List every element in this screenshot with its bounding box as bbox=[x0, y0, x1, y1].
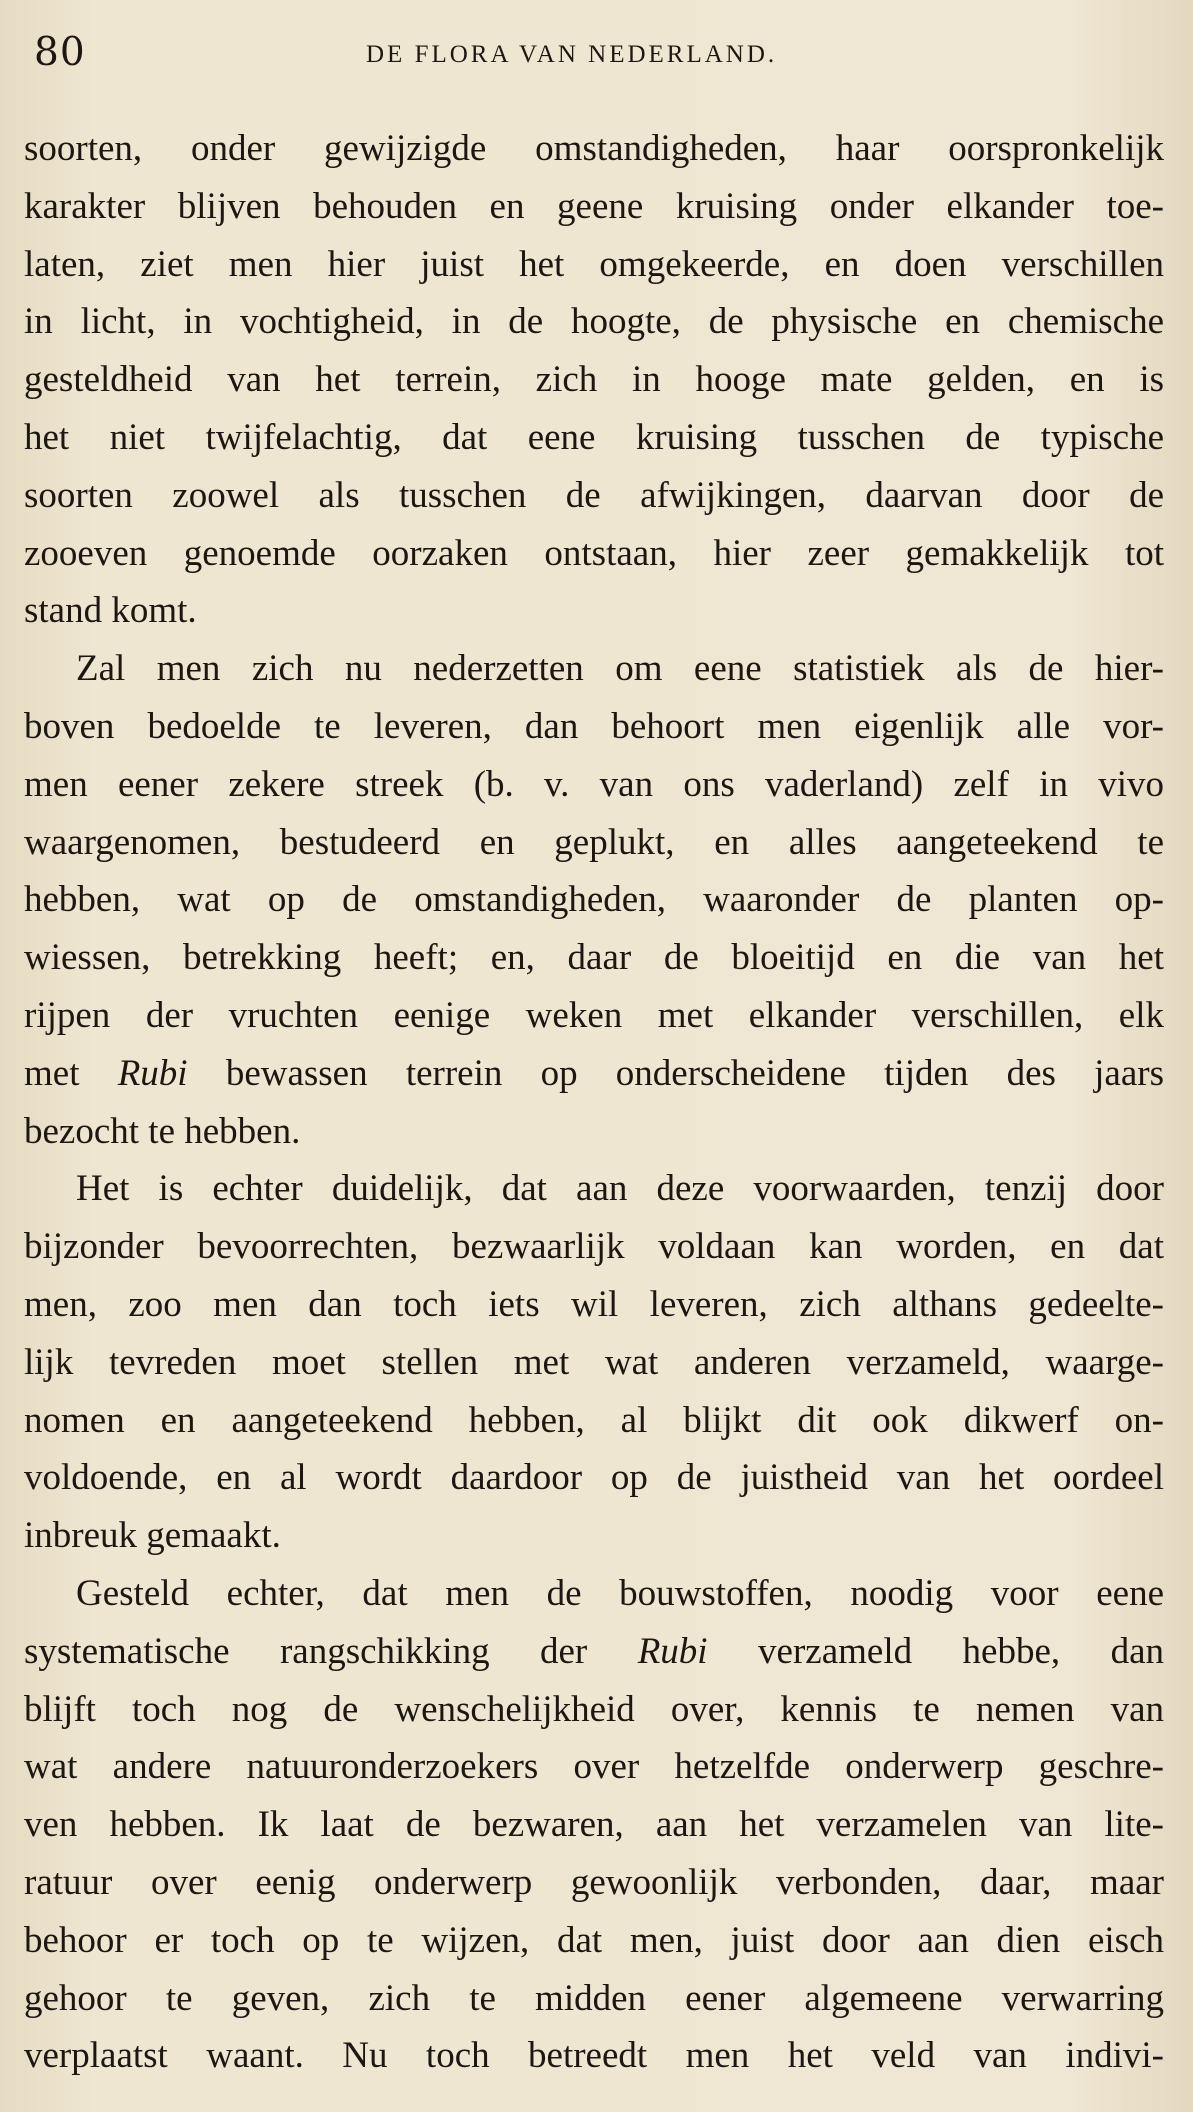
paragraph bbox=[24, 1565, 1164, 2085]
text-line: Zal men zich nu nederzetten om eene statistiek als de hier- bbox=[76, 648, 1164, 690]
text-line: ven hebben. Ik laat de bezwaren, aan het verzamelen van lite- bbox=[24, 1804, 1164, 1846]
text-line: inbreuk gemaakt. bbox=[24, 1515, 281, 1557]
text-line: behoor er toch op te wijzen, dat men, juist door aan dien eisch bbox=[24, 1919, 1164, 1961]
text-line: soorten zoowel als tusschen de afwijkingen, daarvan door de bbox=[24, 474, 1164, 516]
text-line: Het is echter duidelijk, dat aan deze voorwaarden, tenzij door bbox=[76, 1168, 1164, 1210]
paragraph bbox=[24, 640, 1164, 1160]
text-line: Gesteld echter, dat men de bouwstoffen, noodig voor eene bbox=[76, 1572, 1164, 1614]
text-line: boven bedoelde te leveren, dan behoort men eigenlijk alle vor- bbox=[24, 705, 1164, 747]
text-line: men, zoo men dan toch iets wil leveren, zich althans gedeelte- bbox=[24, 1283, 1164, 1325]
italic-genus-name: Rubi bbox=[117, 1052, 188, 1094]
text-line: stand komt. bbox=[24, 590, 197, 632]
text-line: voldoende, en al wordt daardoor op de juistheid van het oordeel bbox=[24, 1457, 1164, 1499]
text-line: gesteldheid van het terrein, zich in hooge mate gelden, en is bbox=[24, 359, 1164, 401]
text-line: wat andere natuuronderzoekers over hetzelfde onderwerp geschre- bbox=[24, 1746, 1164, 1788]
text-line: laten, ziet men hier juist het omgekeerde, en doen verschillen bbox=[24, 243, 1164, 285]
text-line: nomen en aangeteekend hebben, al blijkt dit ook dikwerf on- bbox=[24, 1399, 1164, 1441]
text-line: gehoor te geven, zich te midden eener algemeene verwarring bbox=[24, 1977, 1164, 2019]
text-line: lijk tevreden moet stellen met wat anderen verzameld, waarge- bbox=[24, 1341, 1164, 1383]
text-line: in licht, in vochtigheid, in de hoogte, de physische en chemische bbox=[24, 301, 1164, 343]
text-line: het niet twijfelachtig, dat eene kruising tusschen de typische bbox=[24, 416, 1164, 458]
text-line: wiessen, betrekking heeft; en, daar de bloeitijd en die van het bbox=[24, 937, 1164, 979]
text-line: systematische rangschikking der Rubi verzameld hebbe, dan bbox=[24, 1630, 1165, 1672]
text-line: zooeven genoemde oorzaken ontstaan, hier zeer gemakkelijk tot bbox=[24, 532, 1164, 574]
text-line: bezocht te hebben. bbox=[24, 1110, 301, 1152]
running-title: DE FLORA VAN NEDERLAND. bbox=[366, 41, 778, 68]
text-line: blijft toch nog de wenschelijkheid over, kennis te nemen van bbox=[24, 1688, 1164, 1730]
text-line: hebben, wat op de omstandigheden, waaronder de planten op- bbox=[24, 879, 1164, 921]
text-line: karakter blijven behouden en geene kruising onder elkander toe- bbox=[24, 185, 1164, 227]
text-line: rijpen der vruchten eenige weken met elkander verschillen, elk bbox=[24, 994, 1164, 1036]
text-line: soorten, onder gewijzigde omstandigheden, haar oorspronkelijk bbox=[24, 128, 1164, 169]
text-line: bijzonder bevoorrechten, bezwaarlijk voldaan kan worden, en dat bbox=[24, 1226, 1164, 1268]
body-text bbox=[24, 120, 1164, 2085]
text-line: men eener zekere streek (b. v. van ons vaderland) zelf in vivo bbox=[24, 763, 1164, 805]
text-line: waargenomen, bestudeerd en geplukt, en alles aangeteekend te bbox=[24, 821, 1164, 863]
page-number: 80 bbox=[34, 30, 86, 75]
text-line: ratuur over eenig onderwerp gewoonlijk verbonden, daar, maar bbox=[24, 1861, 1164, 1903]
text-line: met Rubi bewassen terrein op onderscheidene tijden des jaars bbox=[24, 1052, 1164, 1094]
text-line: verplaatst waant. Nu toch betreedt men het veld van indivi- bbox=[24, 2035, 1164, 2077]
page-header bbox=[34, 30, 1164, 80]
italic-genus-name: Rubi bbox=[637, 1630, 708, 1672]
paragraph bbox=[24, 1160, 1164, 1565]
paragraph bbox=[24, 120, 1164, 640]
